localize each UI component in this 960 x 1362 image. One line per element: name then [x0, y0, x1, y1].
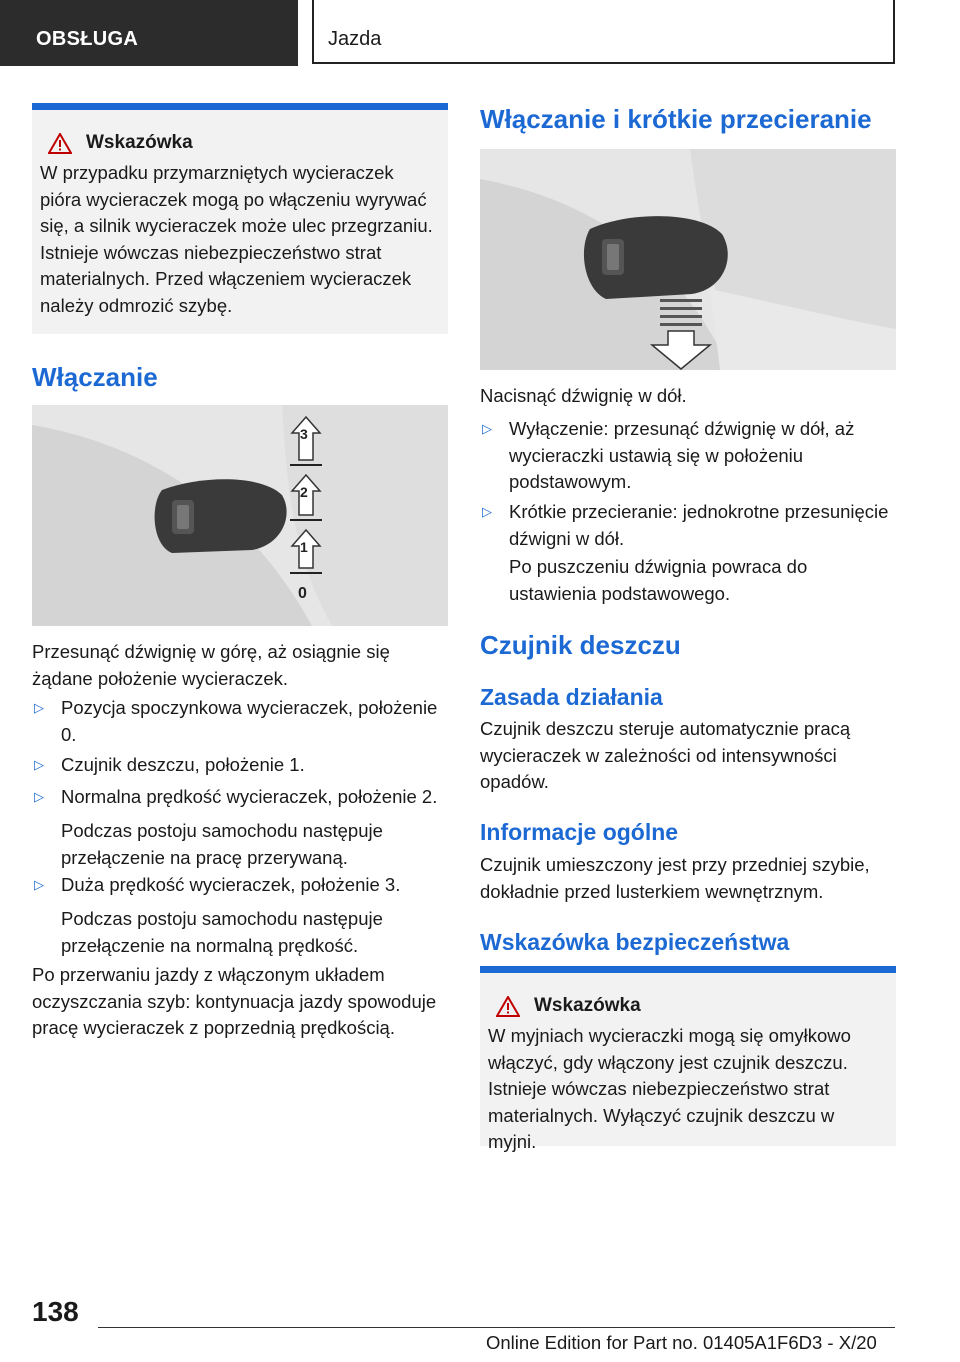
figure-label-3: 3	[300, 426, 308, 442]
list-bullet-icon: ▷	[482, 421, 492, 436]
figure-label-2: 2	[300, 484, 308, 500]
figure-label-0: 0	[298, 585, 307, 602]
footer-divider	[98, 1327, 895, 1328]
subheading-principle: Zasada działania	[480, 684, 663, 710]
wiper-lever-down-figure	[480, 149, 896, 370]
list-item-text: Wyłączenie: przesunąć dźwignię w dół, aż wycieraczki ustawią się w położeniu podstawowym.	[509, 418, 855, 492]
warning-notice	[32, 103, 448, 334]
warning-notice	[480, 966, 896, 1152]
list-item	[32, 784, 448, 811]
chapter-title: Jazda	[312, 0, 895, 64]
section-heading-short-wipe: Włączanie i krótkie przecieranie	[480, 104, 872, 134]
warning-triangle-icon	[48, 133, 72, 154]
list-item-text: Duża prędkość wycieraczek, położenie 3.	[61, 874, 401, 895]
section-heading-wlaczanie: Włączanie	[32, 362, 158, 392]
subheading-general: Informacje ogólne	[480, 819, 679, 845]
list-item-text: Czujnik deszczu, położenie 1.	[61, 754, 305, 775]
figure-label-1: 1	[300, 539, 308, 555]
edition-note: Online Edition for Part no. 01405A1F6D3 - X/20	[486, 1332, 877, 1353]
list-item-text: Krótkie przecieranie: jednokrotne przesunięcie dźwigni w dół.	[509, 501, 889, 549]
list-item	[32, 752, 448, 779]
notice-header	[40, 132, 438, 154]
paragraph-outro: Po przerwaniu jazdy z włączonym układem oczyszczania szyb: kontynuacja jazdy spowoduje pracę wycieraczek z poprzednią prędkością.	[32, 964, 437, 1038]
list-bullet-icon: ▷	[34, 789, 44, 804]
wiper-lever-figure	[32, 405, 448, 626]
list-item	[32, 872, 448, 899]
list-item	[480, 499, 896, 552]
list-item-note: Podczas postoju samochodu następuje przełączenie na normalną prędkość.	[61, 908, 383, 956]
paragraph-principle: Czujnik deszczu steruje automatycznie pracą wycieraczek w zależności od intensywności opadów.	[480, 718, 851, 792]
list-item	[480, 416, 896, 496]
paragraph-intro: Przesunąć dźwignię w górę, aż osiągnie się żądane położenie wycieraczek.	[32, 641, 390, 689]
subheading-safety: Wskazówka bezpieczeństwa	[480, 929, 790, 955]
list-item-text: Normalna prędkość wycieraczek, położenie 2.	[61, 786, 438, 807]
list-bullet-icon: ▷	[482, 504, 492, 519]
paragraph-intro: Nacisnąć dźwignię w dół.	[480, 385, 687, 406]
section-heading-rain-sensor: Czujnik deszczu	[480, 630, 681, 660]
page-number: 138	[32, 1296, 79, 1327]
paragraph-general: Czujnik umieszczony jest przy przedniej szybie, dokładnie przed lusterkiem wewnętrznym.	[480, 854, 870, 902]
list-item-note: Podczas postoju samochodu następuje przełączenie na pracę przerywaną.	[61, 820, 383, 868]
list-bullet-icon: ▷	[34, 700, 44, 715]
list-item-text: Pozycja spoczynkowa wycieraczek, położenie 0.	[61, 697, 438, 745]
notice-title: Wskazówka	[534, 995, 641, 1016]
notice-body: W myjniach wycieraczki mogą się omyłkowo włączyć, gdy włączony jest czujnik deszczu. Istnieje wówczas niebezpieczeństwo strat materialnych. Wyłączyć czujnik deszczu w myjni.	[488, 1025, 851, 1152]
list-item	[32, 695, 448, 748]
notice-body: W przypadku przymarzniętych wycieraczek pióra wycieraczek mogą po włączeniu wyrywać się, a silnik wycieraczek może ulec przegrzaniu. Istnieje wówczas niebezpieczeństwo strat materialnych. Przed włączeniem wycieraczek należy odmrozić szybę.	[40, 162, 433, 316]
list-item-note: Po puszczeniu dźwignia powraca do ustawienia podstawowego.	[509, 556, 808, 604]
section-tab: OBSŁUGA	[0, 0, 298, 66]
notice-title: Wskazówka	[86, 132, 193, 153]
warning-triangle-icon	[496, 996, 520, 1017]
notice-header	[488, 995, 886, 1017]
list-bullet-icon: ▷	[34, 757, 44, 772]
list-bullet-icon: ▷	[34, 877, 44, 892]
